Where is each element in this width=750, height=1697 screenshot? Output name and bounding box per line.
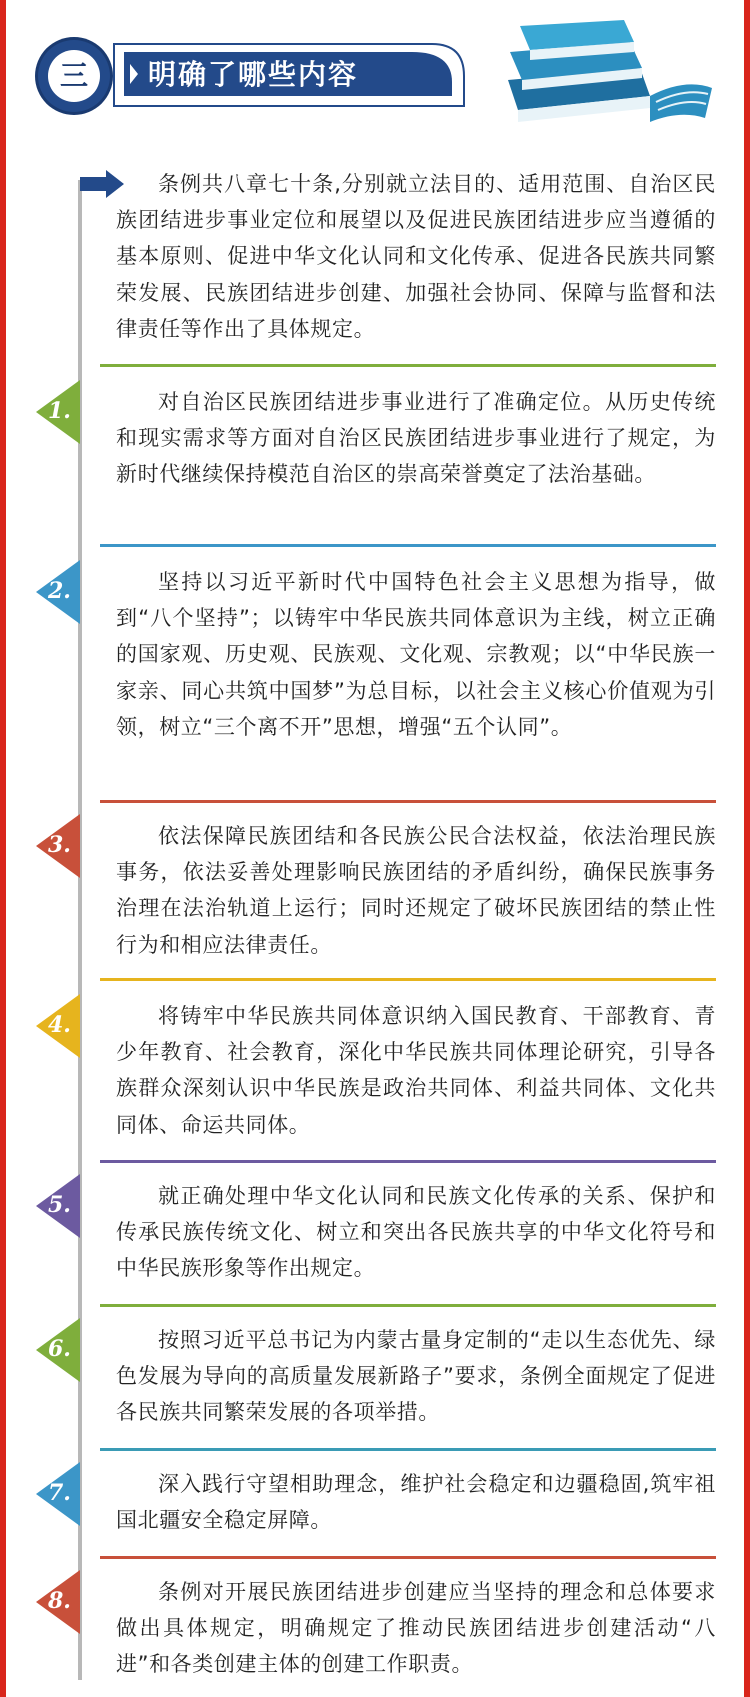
separator-4 [100,978,716,981]
item-6-text: 按照习近平总书记为内蒙古量身定制的“走以生态优先、绿色发展为导向的高质量发展新路子”要求，条例全面规定了促进各民族共同繁荣发展的各项举措。 [116,1328,716,1425]
separator-3 [100,800,716,803]
item-6-number: 6. [48,1336,71,1362]
section-number: 三 [48,50,100,102]
section-title: 明确了哪些内容 [148,58,359,91]
right-frame-border [744,0,750,1697]
separator-6 [100,1304,716,1307]
item-2-text: 坚持以习近平新时代中国特色社会主义思想为指导，做到“八个坚持”；以铸牢中华民族共同体意识为主线，树立正确的国家观、历史观、民族观、文化观、宗教观；以“中华民族一家亲、同心共筑中国梦”为总目标，以社会主义核心价值观为引领，树立“三个离不开”思想，增强“五个认同”。 [116,570,716,739]
intro-paragraph: 条例共八章七十条,分别就立法目的、适用范围、自治区民族团结进步事业定位和展望以及促进民族团结进步应当遵循的基本原则、促进中华文化认同和文化传承、促进各民族共同繁荣发展、民族团结进步创建、加强社会协同、保障与监督和法律责任等作出了具体规定。 [116,172,716,341]
item-4-text: 将铸牢中华民族共同体意识纳入国民教育、干部教育、青少年教育、社会教育，深化中华民族共同体理论研究，引导各族群众深刻认识中华民族是政治共同体、利益共同体、文化共同体、命运共同体。 [116,1004,716,1137]
separator-5 [100,1160,716,1163]
item-5-text: 就正确处理中华文化认同和民族文化传承的关系、保护和传承民族传统文化、树立和突出各民族共享的中华文化符号和中华民族形象等作出规定。 [116,1184,716,1281]
separator-8 [100,1556,716,1559]
item-8-number: 8. [48,1588,71,1614]
item-2-number: 2. [48,578,71,604]
item-7-number: 7. [48,1480,71,1506]
item-4-number: 4. [48,1012,71,1038]
separator-7 [100,1448,716,1451]
left-frame-border [0,0,6,1697]
item-1-text: 对自治区民族团结进步事业进行了准确定位。从历史传统和现实需求等方面对自治区民族团结进步事业进行了规定，为新时代继续保持模范自治区的崇高荣誉奠定了法治基础。 [116,390,716,487]
item-8-text: 条例对开展民族团结进步创建应当坚持的理念和总体要求做出具体规定，明确规定了推动民族团结进步创建活动“八进”和各类创建主体的创建工作职责。 [116,1580,716,1677]
separator-2 [100,544,716,547]
item-1-number: 1. [48,398,71,424]
books-icon [500,18,720,130]
item-3-number: 3. [48,832,71,858]
item-7-text: 深入践行守望相助理念，维护社会稳定和边疆稳固,筑牢祖国北疆安全稳定屏障。 [116,1472,716,1533]
item-5-number: 5. [48,1192,71,1218]
separator-1 [100,364,716,367]
item-3-text: 依法保障民族团结和各民族公民合法权益，依法治理民族事务，依法妥善处理影响民族团结的矛盾纠纷，确保民族事务治理在法治轨道上运行；同时还规定了破坏民族团结的禁止性行为和相应法律责任。 [116,824,716,957]
